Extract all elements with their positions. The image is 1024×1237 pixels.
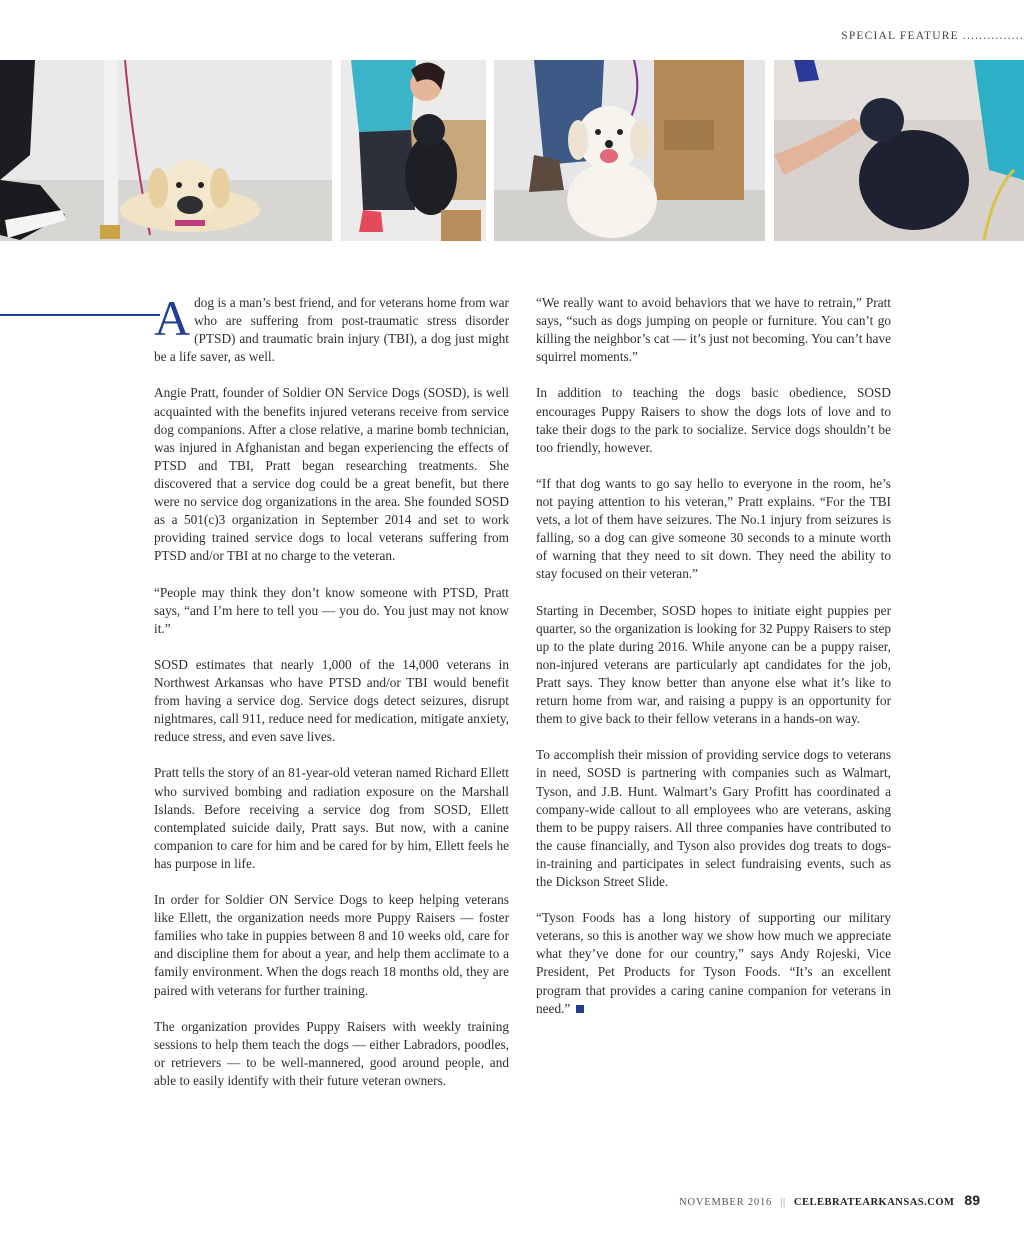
article-paragraph: The organization provides Puppy Raisers with weekly training sessions to help them teach the dogs — either Labradors, poodles, or retrievers — to be well-mannered, good around people, and able to easily identify with their future veteran owners. [154, 1018, 509, 1089]
article-paragraph: Starting in December, SOSD hopes to initiate eight puppies per quarter, so the organization is looking for 32 Puppy Raisers to step up to the plate during 2016. While anyone can be a puppy raiser, non-injured veterans are particularly apt candidates for the job, Pratt says. They know better than anyone else what it’s like to return home from war, and raising a puppy is an opportunity for them to give back to their fellow veterans in a hands-on way. [536, 602, 891, 727]
dog-lying-photo [0, 60, 332, 241]
article-paragraph: In order for Soldier ON Service Dogs to keep helping veterans like Ellett, the organization needs more Puppy Raisers — foster families who take in puppies between 8 and 10 weeks old, care for and discipline them for about a year, and help them acclimate to a family environment. When the dogs reach 18 months old, they are paired with veterans for further training. [154, 892, 509, 998]
dog-treat-photo [774, 60, 1024, 241]
page-footer [679, 1192, 980, 1208]
article-paragraph: SOSD estimates that nearly 1,000 of the 14,000 veterans in Northwest Arkansas who have PTSD and/or TBI would benefit from having a service dog. Service dogs detect seizures, disrupt nightmares, call 911, reduce need for medication, mitigate anxiety, reduce stress, and even save lives. [154, 656, 509, 745]
page-number: 89 [964, 1192, 980, 1208]
woman-with-dog-photo [341, 60, 486, 241]
drop-cap: A [154, 290, 191, 346]
lead-rule [0, 314, 160, 316]
paragraph-text: “Tyson Foods has a long history of supporting our military veterans, so this is another way we show how much we appreciate what they’ve done for our country,” says Andy Rojeski, Vice President, Pet Products for Tyson Foods. “It’s an excellent program that provides a caring canine companion for veterans in need.” [536, 910, 891, 1016]
article-paragraph: “We really want to avoid behaviors that we have to retrain,” Pratt says, “such as dogs jumping on people or furniture. You can’t go killing the neighbor’s cat — it’s just not becoming. You can’t have squirrel moments.” [536, 295, 891, 365]
article-paragraph: To accomplish their mission of providing service dogs to veterans in need, SOSD is partnering with companies such as Walmart, Tyson, and J.B. Hunt. Walmart’s Gary Profitt has coordinated a company-wide callout to all employees who are veterans, asking them to be puppy raisers. All three companies have contributed to the cause financially, and Tyson also provides dog treats to dogs-in-training and participates in select fundraising events, such as the Dickson Street Slide. [536, 747, 891, 889]
article-paragraph [536, 909, 891, 1018]
article-paragraph: In addition to teaching the dogs basic obedience, SOSD encourages Puppy Raisers to show the dogs lots of love and to take their dogs to the park to socialize. Service dogs shouldn’t be too friendly, however. [536, 385, 891, 455]
footer-separator: || [780, 1197, 786, 1208]
article-paragraph [154, 290, 509, 366]
smiling-dog-photo [494, 60, 765, 241]
section-label: SPECIAL FEATURE ............... [841, 30, 1024, 42]
article-paragraph: “If that dog wants to go say hello to everyone in the room, he’s not paying attention to his veteran,” Pratt explains. “For the TBI vets, a lot of them have seizures. The No.1 injury from seizures is falling, so a dog can give someone 30 seconds to a minute worth of warning that they need to sit down. They need the ability to stay focused on their veteran.” [536, 475, 891, 582]
article-column-right [536, 294, 891, 1036]
article-paragraph: Angie Pratt, founder of Soldier ON Service Dogs (SOSD), is well acquainted with the benefits injured veterans receive from service dog companions. After a close relative, a marine bomb technician, was injured in Afghanistan and began experiencing the effects of PTSD and TBI, Pratt began researching treatments. She discovered that a service dog could be a great benefit, but there were no service dog organizations in the area. She founded SOSD as a 501(c)3 organization in September 2014 and set to work providing trained service dogs to local veterans suffering from PTSD and/or TBI at no charge to the veteran. [154, 385, 509, 564]
paragraph-text: dog is a man’s best friend, and for veterans home from war who are suffering from post-traumatic stress disorder (PTSD) and traumatic brain injury (TBI), a dog just might be a life saver, as well. [154, 295, 509, 365]
site-name: CELEBRATEARKANSAS.COM [793, 1197, 955, 1208]
article-column-left [154, 290, 509, 1108]
end-mark-icon [576, 1005, 584, 1013]
article-paragraph: Pratt tells the story of an 81-year-old veteran named Richard Ellett who survived bombing and radiation exposure on the Marshall Islands. Before receiving a service dog from SOSD, Ellett contemplated suicide daily, Pratt says. But now, with a canine companion to care for him and be cared for by him, Ellett feels he has purpose in life. [154, 765, 509, 871]
article-paragraph: “People may think they don’t know someone with PTSD, Pratt says, “and I’m here to tell you — you do. You just may not know it.” [154, 584, 509, 636]
issue-date: NOVEMBER 2016 [679, 1197, 773, 1208]
